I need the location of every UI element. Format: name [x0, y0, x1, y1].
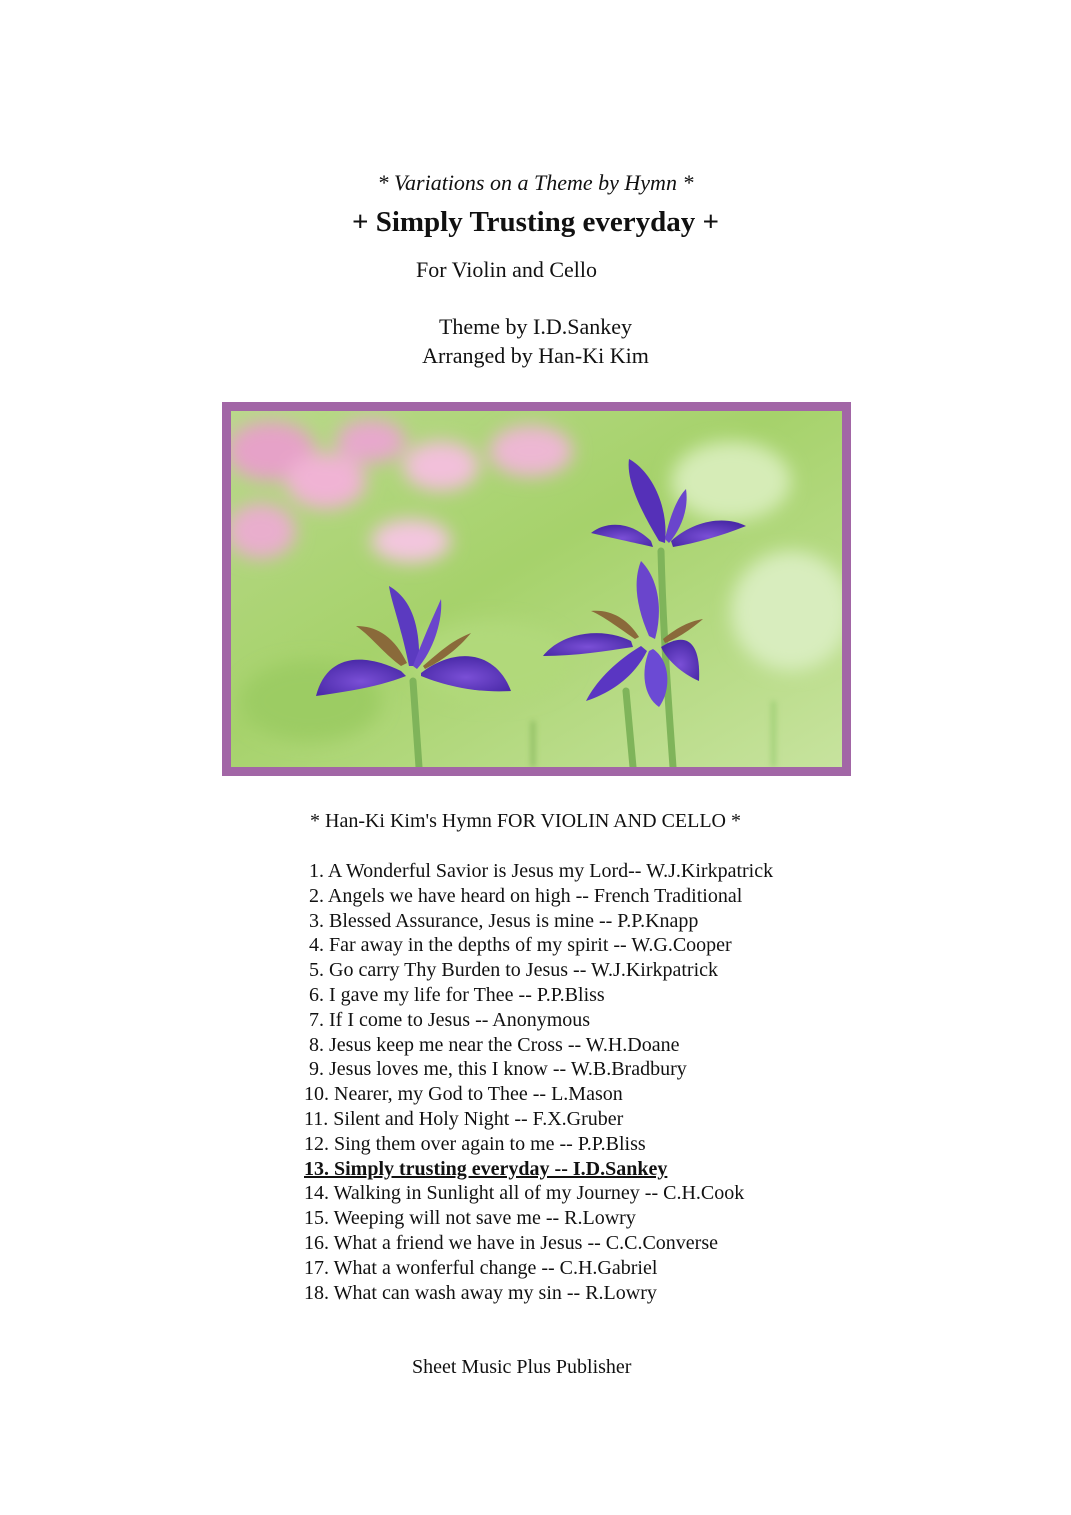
list-item: 3. Blessed Assurance, Jesus is mine -- P.P.Knapp	[304, 909, 699, 932]
arranger-credit: Arranged by Han-Ki Kim	[422, 343, 649, 368]
list-item: 1. A Wonderful Savior is Jesus my Lord-- W.J.Kirkpatrick	[304, 860, 774, 882]
hymn-list	[304, 859, 773, 1305]
list-item: 15. Weeping will not save me -- R.Lowry	[304, 1207, 636, 1230]
list-item: 16. What a friend we have in Jesus -- C.C.Converse	[304, 1231, 718, 1254]
list-item: 9. Jesus loves me, this I know -- W.B.Bradbury	[304, 1058, 687, 1081]
collection-subtitle: * Variations on a Theme by Hymn *	[377, 170, 694, 195]
collection-heading: * Han-Ki Kim's Hymn FOR VIOLIN AND CELLO *	[310, 810, 741, 832]
page-title: + Simply Trusting everyday +	[351, 206, 720, 238]
list-item: 5. Go carry Thy Burden to Jesus -- W.J.Kirkpatrick	[304, 959, 719, 982]
list-item: 10. Nearer, my God to Thee -- L.Mason	[304, 1083, 623, 1106]
publisher-name: Sheet Music Plus Publisher	[412, 1356, 632, 1378]
list-item: 17. What a wonferful change -- C.H.Gabriel	[304, 1256, 658, 1279]
list-item: 14. Walking in Sunlight all of my Journey -- C.H.Cook	[304, 1182, 745, 1205]
theme-credit: Theme by I.D.Sankey	[438, 314, 633, 339]
list-item: 6. I gave my life for Thee -- P.P.Bliss	[304, 983, 605, 1006]
list-item: 13. Simply trusting everyday -- I.D.Sankey	[304, 1157, 668, 1180]
list-item: 18. What can wash away my sin -- R.Lowry	[304, 1281, 657, 1304]
list-item: 7. If I come to Jesus -- Anonymous	[304, 1008, 591, 1031]
iris-flowers-image	[231, 411, 842, 767]
list-item: 8. Jesus keep me near the Cross -- W.H.Doane	[304, 1033, 680, 1056]
cover-photo	[222, 402, 851, 776]
list-item: 11. Silent and Holy Night -- F.X.Gruber	[304, 1107, 624, 1130]
list-item: 12. Sing them over again to me -- P.P.Bliss	[304, 1132, 646, 1155]
list-item: 4. Far away in the depths of my spirit -- W.G.Cooper	[304, 934, 732, 957]
list-item: 2. Angels we have heard on high -- French Traditional	[304, 884, 743, 907]
instrumentation: For Violin and Cello	[416, 257, 597, 282]
